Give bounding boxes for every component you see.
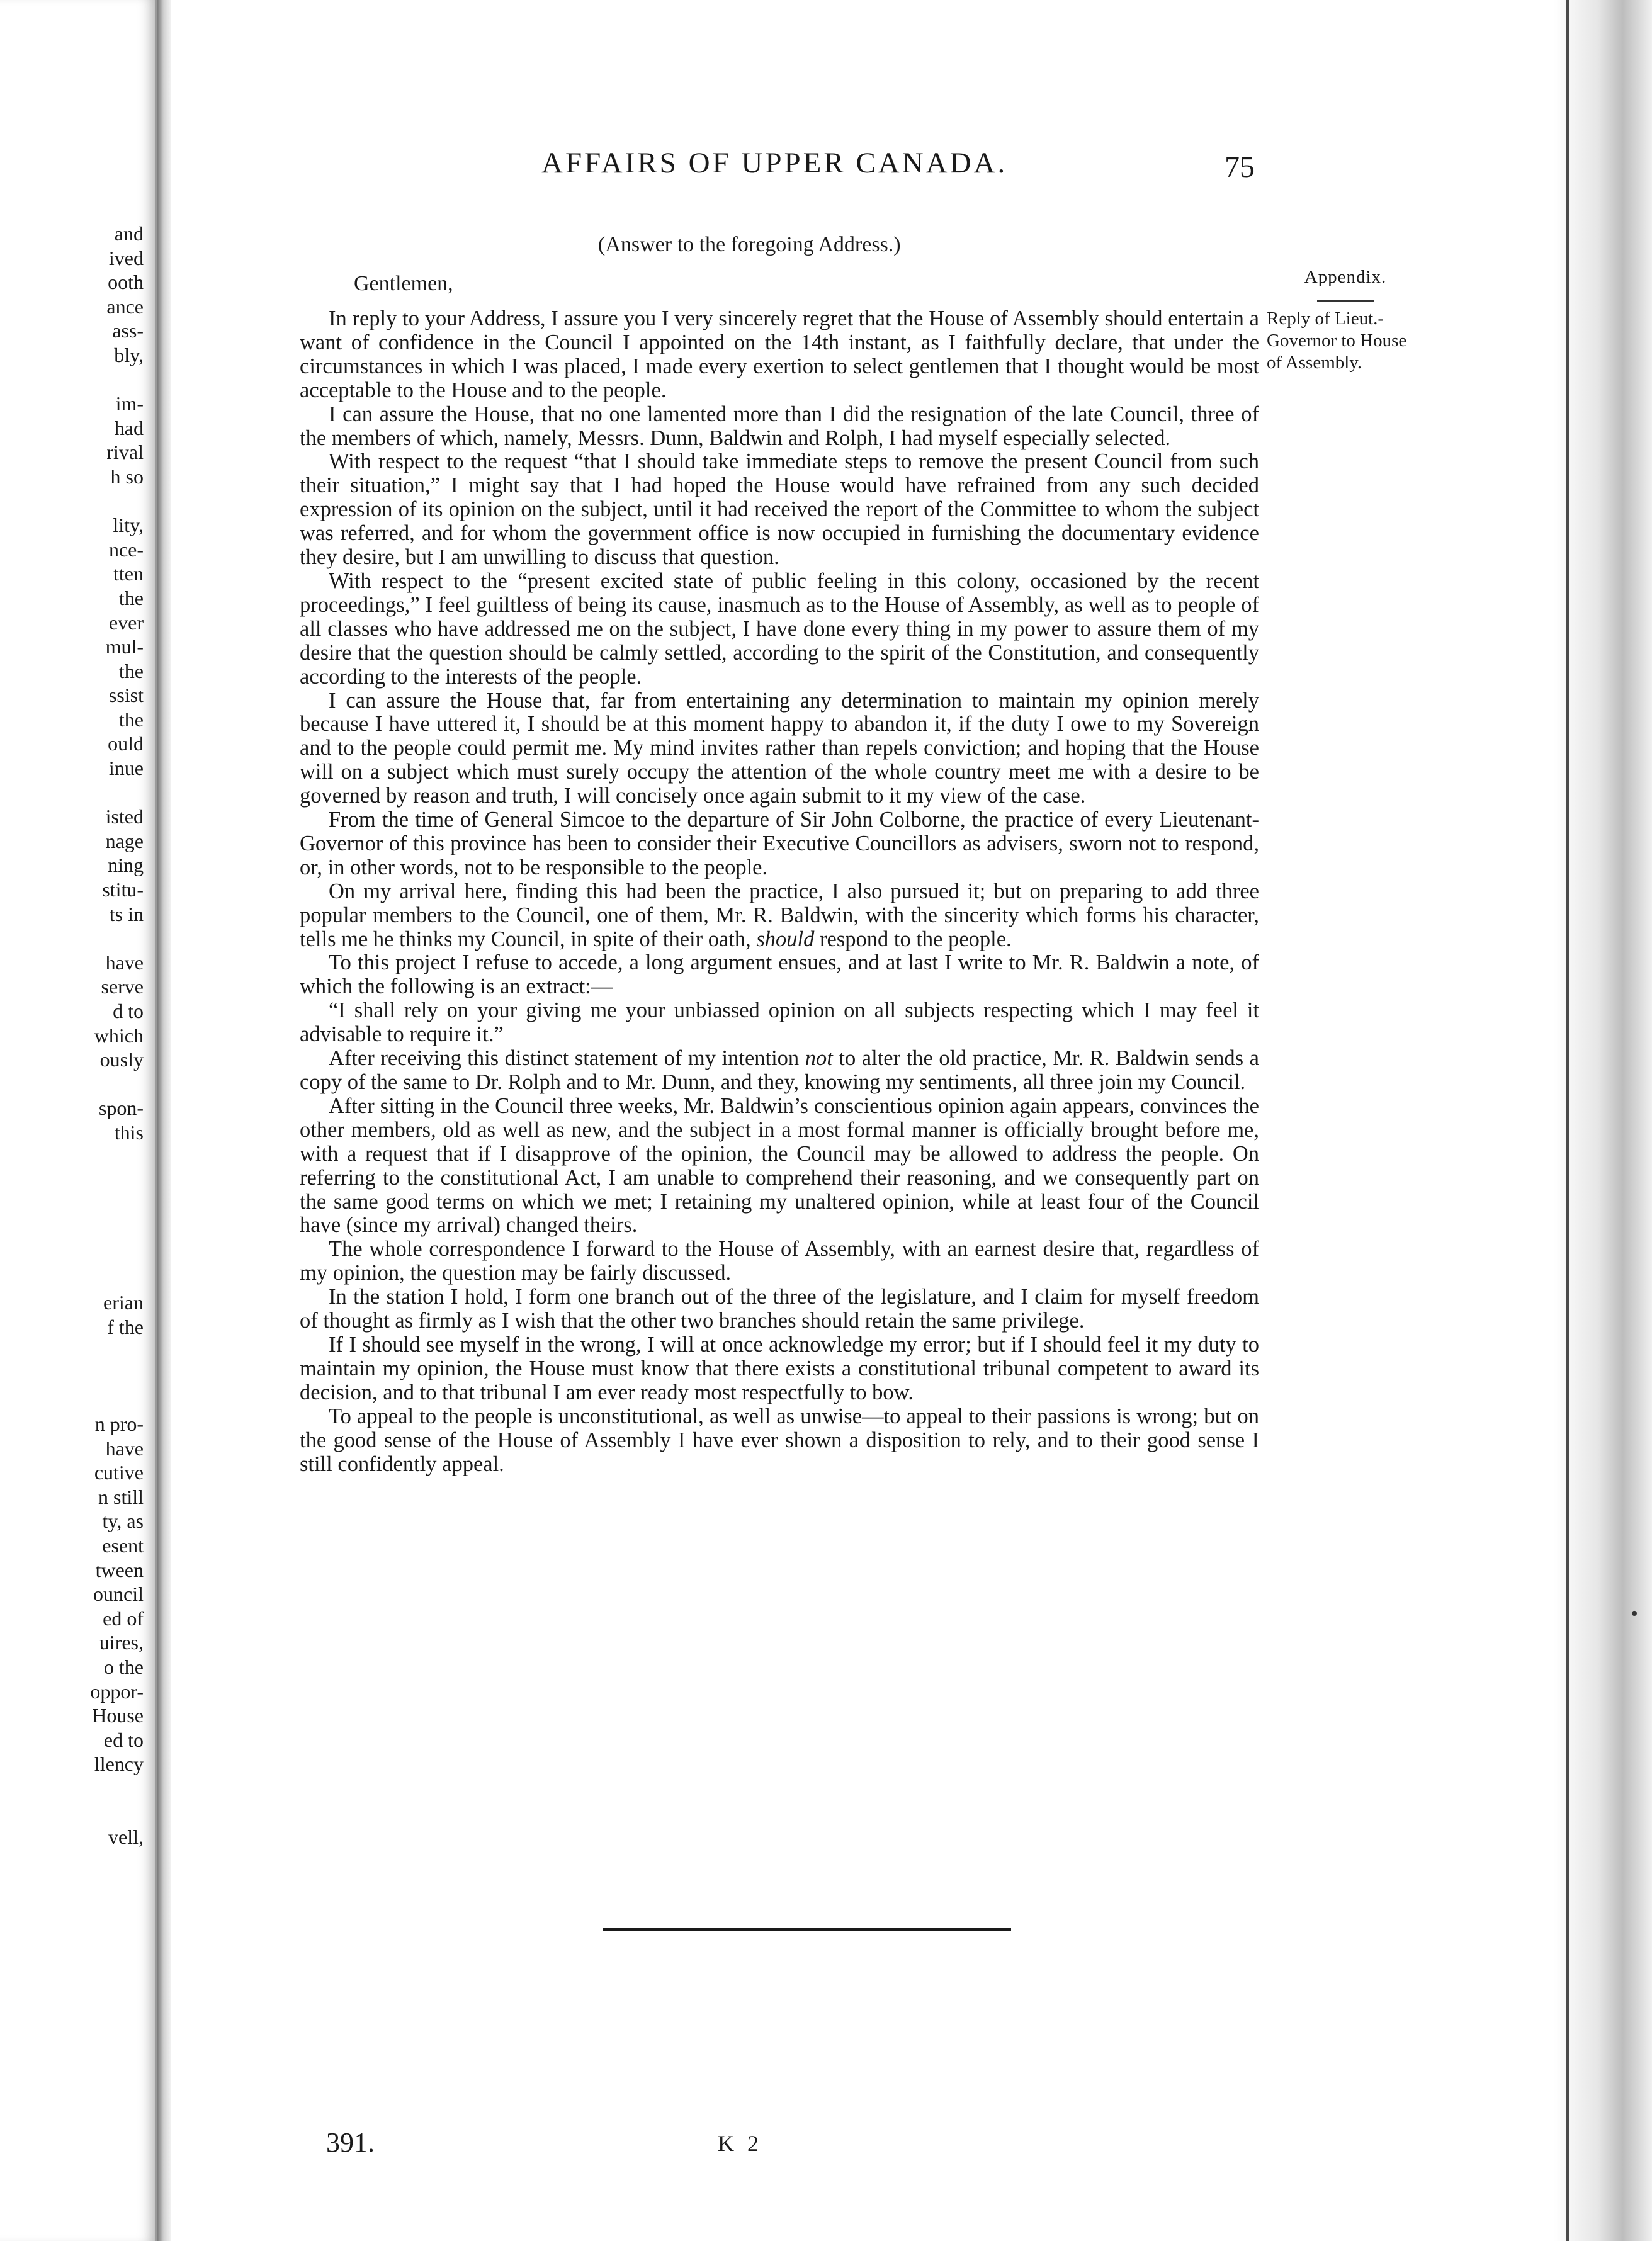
margin-note <box>1267 266 1424 374</box>
previous-page-line <box>0 1194 144 1218</box>
previous-page-line <box>0 1169 144 1194</box>
sheet-number: 391. <box>326 2127 375 2158</box>
previous-page-line: ould <box>108 732 144 755</box>
previous-page-line: this <box>114 1120 144 1144</box>
previous-page-line: lity, <box>113 514 144 537</box>
previous-page-line <box>0 1388 144 1413</box>
paragraph: The whole correspondence I forward to the House of Assembly, with an earnest desire that, regardless of my opinion, the question may be fairly discussed. <box>300 1237 1259 1285</box>
previous-page-line <box>0 1339 144 1363</box>
previous-page-line: inue <box>108 757 144 780</box>
previous-page-line: ouncil <box>93 1583 144 1606</box>
previous-page-line: uires, <box>99 1631 144 1654</box>
closing-rule <box>603 1928 1011 1931</box>
previous-page-line: ived <box>108 246 144 269</box>
previous-page-line: rival <box>106 441 144 464</box>
previous-page-line: tten <box>113 562 144 585</box>
page-number: 75 <box>1225 150 1255 184</box>
paragraph: If I should see myself in the wrong, I will at once acknowledge my error; but if I should feel it my duty to maintain my opinion, the House must know that there exists a constitutional tribunal competent to award its decision, and to that tribunal I am ever ready most respectfully to bow. <box>300 1332 1259 1404</box>
previous-page-line: esent <box>102 1534 144 1557</box>
previous-page-line: tween <box>95 1558 144 1581</box>
previous-page-line: im- <box>115 392 144 415</box>
previous-page-line <box>0 368 144 392</box>
previous-page-line <box>0 1072 144 1097</box>
previous-page-line: o the <box>103 1656 144 1679</box>
paragraph: With respect to the request “that I should take immediate steps to remove the present Council from such their situation,” I might say that I had hoped the House would have refrained from any such decided expression of its opinion on the subject, until it had received the report of the Committee to whom the subject was referred, and for whom the government office is now occupied in furnishing the documentary evidence they desire, but I am unwilling to discuss that question. <box>300 449 1259 570</box>
previous-page-line: spon- <box>98 1097 144 1120</box>
previous-page-line: mul- <box>105 635 144 658</box>
previous-page-line: d to <box>113 1000 144 1022</box>
previous-page-line <box>0 489 144 514</box>
previous-page-line: f the <box>107 1315 144 1338</box>
previous-page-line <box>0 1145 144 1170</box>
previous-page-line: ed of <box>103 1606 144 1630</box>
paragraph: With respect to the “present excited state of public feeling in this colony, occasioned by the recent proceedings,” I feel guiltless of being its cause, inasmuch as to the House of Assembly, as well as to people of all classes who have addressed me on the subject, I have done every thing in my power to assure them of my desire that the question should be calmly settled, according to the spirit of the Constitution, and consequently according to the interests of the people. <box>300 568 1259 689</box>
margin-note-rule <box>1317 300 1374 302</box>
previous-page-line: serve <box>101 975 144 998</box>
paragraph: To this project I refuse to accede, a long argument ensues, and at last I write to Mr. R. Baldwin a note, of which the following is an extract:— <box>300 951 1259 999</box>
previous-page-line: ts in <box>109 902 144 925</box>
book-gutter <box>157 0 171 2241</box>
previous-page-line: the <box>118 659 144 682</box>
previous-page-line: House <box>92 1704 144 1727</box>
quoted-extract: “I shall rely on your giving me your unbiassed opinion on all subjects respecting which I may feel it advisable to require it.” <box>300 998 1259 1047</box>
body-text <box>300 307 1259 1476</box>
previous-page-line: have <box>105 951 144 974</box>
previous-page-line: ously <box>99 1048 144 1071</box>
previous-page-line <box>0 781 144 805</box>
salutation: Gentlemen, <box>354 272 453 295</box>
previous-page-line: oppor- <box>90 1679 144 1703</box>
previous-page-line: nage <box>105 829 144 852</box>
previous-page-edge <box>0 0 157 2241</box>
previous-page-line: and <box>114 222 144 245</box>
previous-page-line: the <box>118 708 144 731</box>
previous-page-line: ning <box>108 854 144 877</box>
previous-page-line <box>0 1363 144 1388</box>
previous-page-line: llency <box>94 1753 144 1776</box>
next-pages-edge <box>1554 0 1652 2241</box>
paragraph: In the station I hold, I form one branch out of the three of the legislature, and I claim for myself freedom of thought as firmly as I wish that the other two branches should retain the same privilege. <box>300 1285 1259 1333</box>
paragraph: After sitting in the Council three weeks, Mr. Baldwin’s conscientious opinion again appears, convinces the other members, old as well as new, and the subject in a most formal manner is officially brought before me, with a request that if I disapprove of the opinion, the Council may be allowed to address the people. On referring to the constitutional Act, I am unable to comprehend their reasoning, and we consequently part on the same good terms on which we met; I retaining my unaltered opinion, while at least four of the Council have (since my arrival) changed theirs. <box>300 1093 1259 1238</box>
paragraph: After receiving this distinct statement of my intention not to alter the old practice, Mr. R. Baldwin sends a copy of the same to Dr. Rolph and to Mr. Dunn, and they, knowing my sentiments, all three join my Council. <box>300 1046 1259 1094</box>
paragraph: From the time of General Simcoe to the departure of Sir John Colborne, the practice of every Lieutenant-Governor of this province has been to consider their Executive Councillors as advisers, sworn not to respond, or, in other words, not to be responsible to the people. <box>300 808 1259 879</box>
previous-page-line: ty, as <box>102 1510 144 1533</box>
previous-page-line <box>0 1801 144 1826</box>
previous-page-line <box>0 1217 144 1242</box>
paragraph: I can assure the House, that no one lamented more than I did the resignation of the late Council, three of the members of which, namely, Messrs. Dunn, Baldwin and Rolph, I had myself especially selected. <box>300 402 1259 450</box>
previous-page-line: h so <box>110 465 144 488</box>
paragraph: To appeal to the people is unconstitutional, as well as unwise—to appeal to their passions is wrong; but on the good sense of the House of Assembly I have ever shown a disposition to rely, and to their good sense I still confidently appeal. <box>300 1404 1259 1476</box>
previous-page-line: ooth <box>108 271 144 294</box>
paragraph: In reply to your Address, I assure you I very sincerely regret that the House of Assembly should entertain a want of confidence in the Council I appointed on the 14th instant, as I faithfully declare, that under the circumstances in which I was placed, I made every exertion to select gentlemen that I thought would be most acceptable to the House and to the people. <box>300 307 1259 402</box>
previous-page-line <box>0 1267 144 1291</box>
previous-page-line: ssist <box>108 684 144 707</box>
appendix-label: Appendix. <box>1304 267 1387 287</box>
previous-page-fragments <box>0 222 144 1849</box>
previous-page-line <box>0 926 144 951</box>
previous-page-line: bly, <box>114 343 144 366</box>
previous-page-line <box>0 1776 144 1801</box>
previous-page-line <box>0 1242 144 1267</box>
previous-page-line: have <box>105 1437 144 1460</box>
previous-page-line: ance <box>106 295 144 318</box>
previous-page-line: which <box>94 1024 144 1047</box>
edge-mark: • <box>1631 1602 1638 1625</box>
previous-page-line: ed to <box>103 1728 144 1751</box>
section-subheading: (Answer to the foregoing Address.) <box>598 233 901 256</box>
running-head: AFFAIRS OF UPPER CANADA. <box>541 147 1008 179</box>
page-edge-line <box>1566 0 1569 2241</box>
previous-page-line: nce- <box>108 538 144 561</box>
previous-page-line: the <box>118 586 144 609</box>
previous-page-line: had <box>114 416 144 439</box>
previous-page-line: cutive <box>94 1461 144 1484</box>
previous-page-line: erian <box>103 1291 144 1314</box>
previous-page-line: isted <box>105 805 144 828</box>
previous-page-line: ever <box>108 611 144 634</box>
previous-page-line: n pro- <box>94 1413 144 1436</box>
signature-mark: K 2 <box>718 2131 762 2156</box>
paragraph: On my arrival here, finding this had been the practice, I also pursued it; but on preparing to add three popular members to the Council, one of them, Mr. R. Baldwin, with the sincerity which forms his character, tells me he thinks my Council, in spite of their oath, should respond to the people. <box>300 879 1259 951</box>
previous-page-line: n still <box>98 1485 144 1508</box>
previous-page-line: ass- <box>112 319 144 342</box>
previous-page-line: stitu- <box>102 878 144 901</box>
paragraph: I can assure the House that, far from entertaining any determination to maintain my opinion merely because I have uttered it, I should be at this moment happy to abandon it, if the duty I owe to my Sovereign and to the people could permit me. My mind invites rather than repels conviction; and hoping that the House will on a subject which must surely occupy the attention of the whole country meet me with a desire to be governed by reason and truth, I will concisely once again submit to it my view of the case. <box>300 688 1259 808</box>
margin-note-caption: Reply of Lieut.-Governor to House of Assembly. <box>1267 308 1407 373</box>
previous-page-line: vell, <box>108 1826 144 1849</box>
